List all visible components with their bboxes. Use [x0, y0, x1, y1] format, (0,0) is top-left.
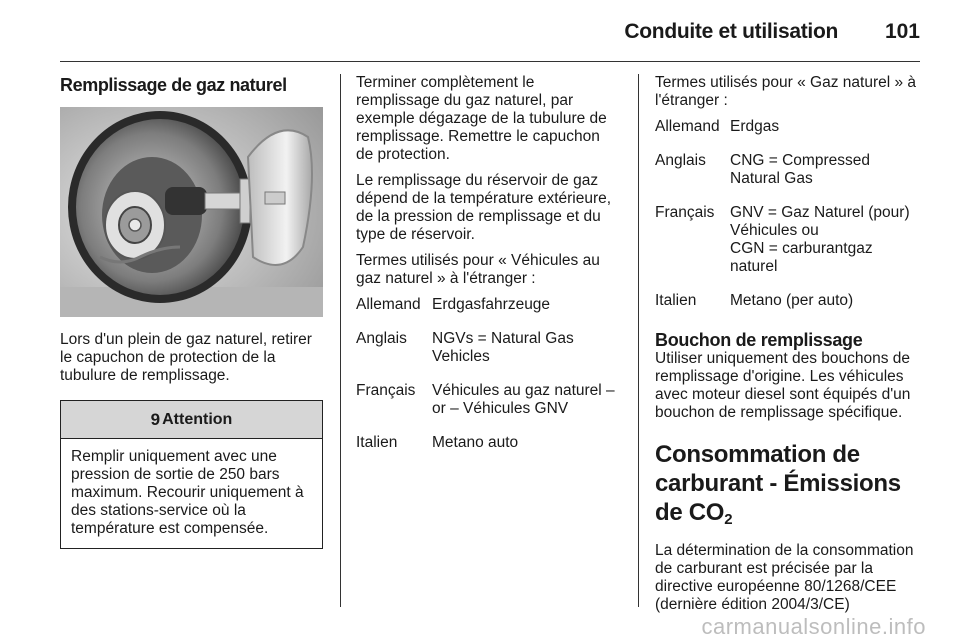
table-row: [655, 292, 923, 326]
fuel-filler-illustration: [60, 107, 323, 317]
warning-triangle-icon: 9: [150, 409, 161, 429]
column-divider: [638, 74, 639, 607]
term-value: Erdgas: [730, 118, 780, 135]
attention-body: Remplir uniquement avec une pression de sortie de 250 bars maximum. Recourir uniquement à des stations-service où la température est compensée.: [71, 448, 304, 537]
term-language: Allemand: [655, 118, 720, 135]
term-value: Erdgasfahrzeuge: [432, 296, 551, 313]
heading-text: Consommation de carburant - Émissions de CO: [655, 441, 901, 526]
paragraph: La détermination de la consommation de carburant est précisée par la directive européenne 80/1268/CEE (dernière édition 2004/3/CE): [655, 542, 914, 613]
column-3: [655, 74, 923, 614]
page-number: 101: [884, 20, 920, 43]
attention-box: [60, 400, 323, 549]
sub-heading: Bouchon de remplissage: [655, 330, 863, 350]
term-line: CGN = carburantgaz naturel: [730, 240, 873, 275]
terms-table: [356, 296, 621, 468]
table-row: [356, 296, 621, 330]
paragraph: Le remplissage du réservoir de gaz dépend de la température extérieure, de la pression de remplissage et du type de réservoir.: [356, 172, 612, 243]
instruction-text: Lors d'un plein de gaz naturel, retirer le capuchon de protection de la tubulure de remplissage.: [60, 331, 312, 384]
terms-table: [655, 118, 923, 326]
column-divider: [340, 74, 341, 607]
chapter-title: Conduite et utilisation: [624, 20, 838, 43]
table-row: [356, 330, 621, 382]
paragraph: Terminer complètement le remplissage du gaz naturel, par exemple dégazage de la tubulure de remplissage. Remettre le capuchon de protection.: [356, 74, 607, 163]
table-row: [655, 118, 923, 152]
term-language: Anglais: [356, 330, 407, 347]
term-value: Véhicules au gaz naturel – or – Véhicules GNV: [432, 382, 615, 417]
paragraph: Termes utilisés pour « Véhicules au gaz naturel » à l'étranger :: [356, 252, 600, 287]
table-row: [655, 152, 923, 204]
term-language: Allemand: [356, 296, 421, 313]
column-2: [356, 74, 621, 468]
heading-subscript: 2: [724, 511, 733, 528]
section-heading: [655, 440, 923, 534]
term-value: [730, 204, 923, 292]
attention-label: Attention: [162, 410, 233, 428]
attention-header: [61, 401, 322, 439]
table-row: [356, 382, 621, 434]
term-value: Metano (per auto): [730, 292, 854, 309]
term-language: Anglais: [655, 152, 706, 169]
paragraph: Utiliser uniquement des bouchons de remplissage d'origine. Les véhicules avec moteur diesel sont équipés d'un bouchon de remplissage spécifique.: [655, 350, 911, 421]
paragraph: Termes utilisés pour « Gaz naturel » à l'étranger :: [655, 74, 917, 109]
term-value: NGVs = Natural Gas Vehicles: [432, 330, 574, 365]
term-line: GNV = Gaz Naturel (pour) Véhicules ou: [730, 204, 910, 239]
column-1: [60, 74, 323, 549]
header-rule: [60, 61, 920, 62]
term-value: CNG = Compressed Natural Gas: [730, 152, 870, 187]
table-row: [655, 204, 923, 292]
term-language: Français: [356, 382, 416, 399]
term-language: Italien: [655, 292, 697, 309]
table-row: [356, 434, 621, 468]
term-language: Italien: [356, 434, 398, 451]
watermark: carmanualsonline.info: [701, 614, 926, 639]
fuel-filler-photo: [60, 107, 323, 317]
page-header: [60, 19, 920, 47]
term-value: Metano auto: [432, 434, 519, 451]
term-language: Français: [655, 204, 715, 221]
section-heading: Remplissage de gaz naturel: [60, 75, 287, 95]
